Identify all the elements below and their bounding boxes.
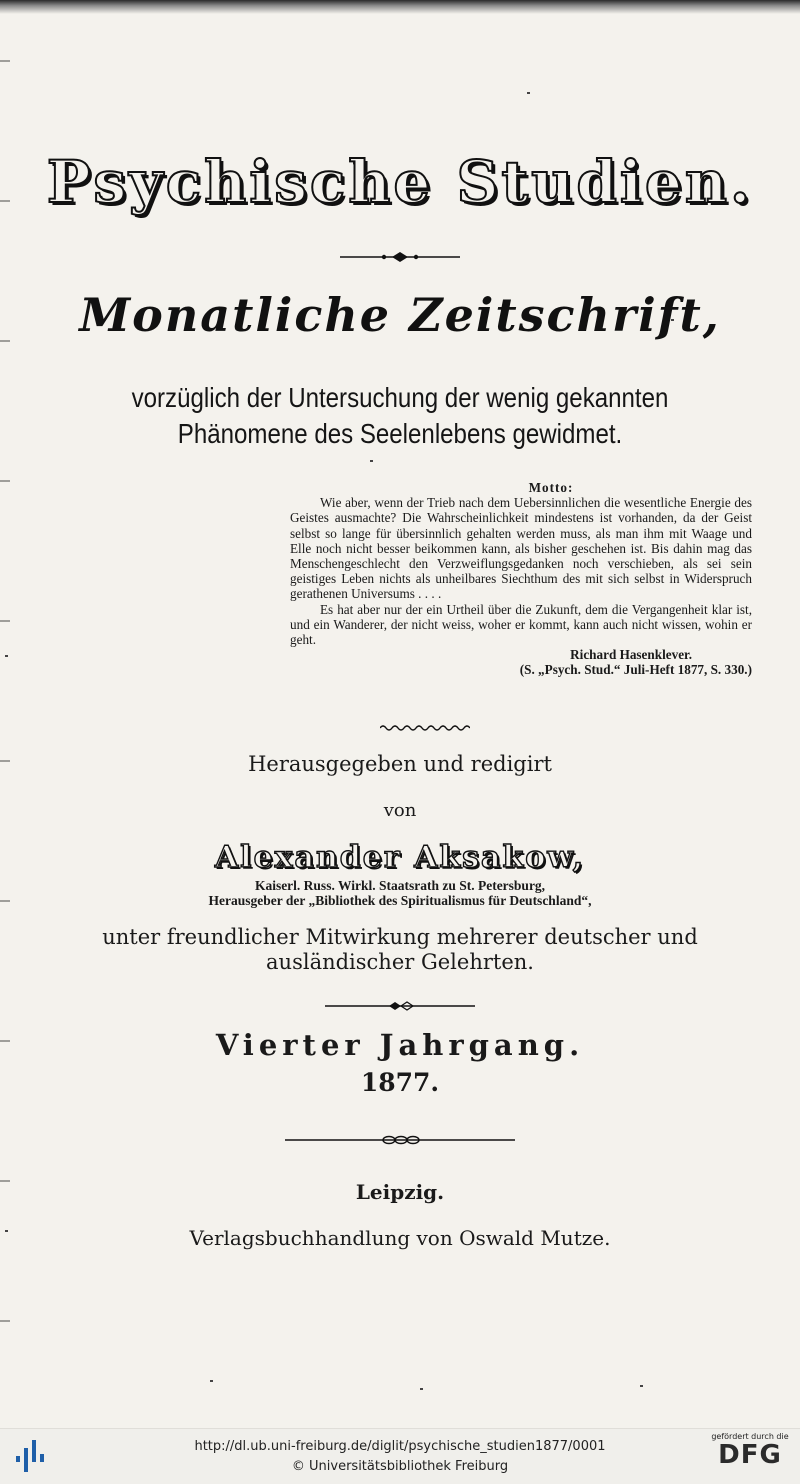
ornament-divider-2 [0,996,800,1015]
volume-year: 1877. [360,1068,440,1097]
ornament-divider-3 [0,1130,800,1149]
dfg-logo-text: DFG [718,1440,782,1470]
footer-copyright: © Universitätsbibliothek Freiburg [291,1459,509,1474]
ub-freiburg-logo-icon[interactable] [14,1434,46,1474]
page-top-edge [0,0,800,14]
description-line-2: Phänomene des Seelenlebens gewidmet. [177,418,623,449]
description-line-1: vorzüglich der Untersuchung der wenig gekannten [131,382,669,413]
dfg-funding-note: gefördert durch die [711,1432,789,1441]
motto-paragraph-1: Wie aber, wenn der Trieb nach dem Uebersinnlichen die wesentliche Energie des Geistes ausmachte? Die Wahrscheinlichkeit mindestens ist vorhanden, da der Geist selbst so lange für übersinnlich gehalten werden muss, als man ihm mit Waage und Elle noch nicht besser beikommen kann, als bisher geschehen ist. Bis dahin mag das Menschengeschlecht den Verzweiflungsgedanken noch verschieben, als sei sein geistiges Leben nichts als unheilbares Siechthum des mit sich selbst in Widerspruch gerathenen Universums . . . . [290,495,752,602]
editor-info-line-2: Herausgeber der „Bibliothek des Spiritualismus für Deutschland“, [208,893,592,908]
publisher-name: Verlagsbuchhandlung von Oswald Mutze. [189,1226,611,1250]
editor-info-line-1: Kaiserl. Russ. Wirkl. Staatsrath zu St. Petersburg, [254,878,546,893]
wavy-divider [380,718,470,737]
footer-url[interactable]: http://dl.ub.uni-freiburg.de/diglit/psychische_studien1877/0001 [194,1439,606,1454]
editor-name: Alexander Aksakow, [214,840,586,875]
journal-description [56,380,744,452]
journal-subtitle: Monatliche Zeitschrift, [79,288,721,342]
publisher-city: Leipzig. [355,1180,445,1204]
journal-title: Psychische Studien. [46,148,754,216]
editor-intro: Herausgegeben und redigirt [248,752,552,776]
editor-info [0,878,800,908]
dfg-logo[interactable] [706,1432,794,1469]
volume-label: Vierter Jahrgang. [215,1028,585,1062]
motto-author: Richard Hasenklever. [570,647,692,663]
motto-source: (S. „Psych. Stud.“ Juli-Heft 1877, S. 330.) [519,662,752,678]
motto-paragraph-2: Es hat aber nur der ein Urtheil über die Zukunft, dem die Vergangenheit klar ist, und ein Wanderer, der nicht weiss, woher er kommt, kann auch nicht wissen, wohin er geht. [290,601,752,648]
editor-von: von [383,800,417,821]
viewer-footer [0,1428,800,1484]
ornament-divider-1 [0,248,800,267]
collaboration-line-2: ausländischer Gelehrten. [266,950,534,974]
motto-heading: Motto: [528,480,574,495]
collaboration-line-1: unter freundlicher Mitwirkung mehrerer deutscher und [102,925,698,949]
collaboration-note [0,925,800,975]
motto-block [290,480,752,678]
